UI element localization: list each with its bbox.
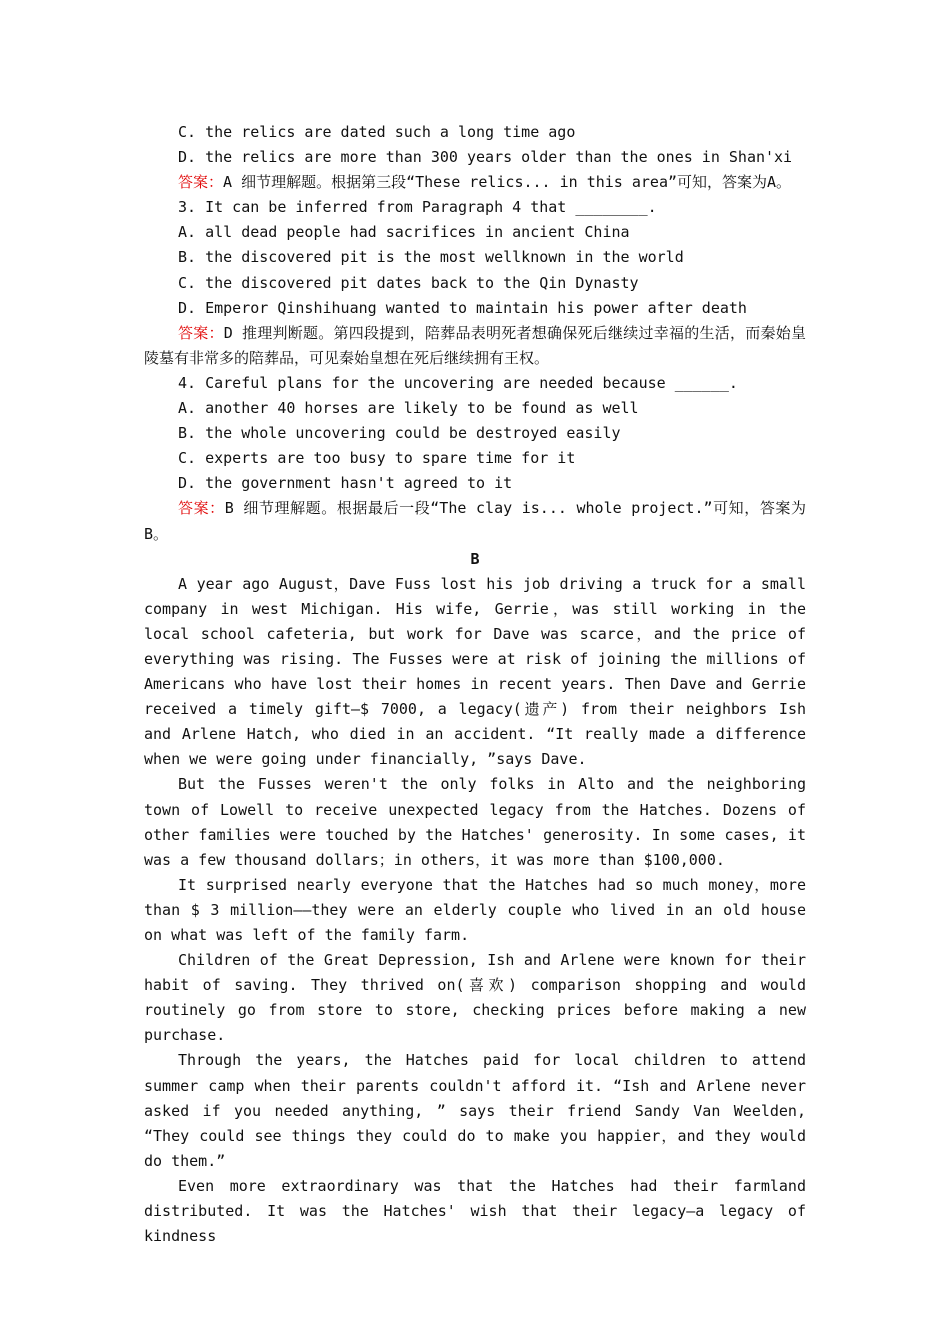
answer-explanation: D 推理判断题。第四段提到，陪葬品表明死者想确保死后继续过幸福的生活，而秦始皇陵墓有非常多的陪葬品，可见秦始皇想在死后继续拥有王权。	[144, 323, 806, 367]
passage-paragraph: A year ago August，Dave Fuss lost his job driving a truck for a small company in west Michigan. His wife, Gerrie，was still working in the local school cafeteria, but work for Dave was scarce，and the price of everything was rising. The Fusses were at risk of joining the millions of Americans who have lost their homes in recent years. Then Dave and Gerrie received a timely gift—$ 7000, a legacy(遗产) from their neighbors Ish and Arlene Hatch, who died in an accident. “It really made a difference when we were going under financially, ”says Dave.	[144, 574, 806, 769]
q3-option-c: C. the discovered pit dates back to the Qin Dynasty	[178, 273, 639, 292]
passage-paragraph: Children of the Great Depression, Ish and Arlene were known for their habit of saving. They thrived on(喜欢) comparison shopping and would routinely go from store to store, checking prices before making a new purchase.	[144, 951, 806, 1045]
q4-stem: 4. Careful plans for the uncovering are needed because ______.	[178, 373, 738, 392]
q4-option-d: D. the government hasn't agreed to it	[178, 474, 513, 493]
q3-option-b: B. the discovered pit is the most wellknown in the world	[178, 248, 684, 267]
q4-answer	[144, 496, 806, 546]
answer-label: 答案：	[178, 173, 224, 192]
q3-answer	[144, 321, 806, 371]
q4-option-a: A. another 40 horses are likely to be found as well	[178, 399, 639, 418]
answer-explanation: A 细节理解题。根据第三段“These relics... in this area”可知，答案为A。	[223, 173, 792, 192]
answer-label: 答案：	[178, 499, 225, 518]
section-heading: B	[470, 549, 480, 568]
q2-answer	[144, 170, 806, 195]
answer-explanation: B 细节理解题。根据最后一段“The clay is... whole project.”可知，答案为B。	[144, 499, 806, 543]
document-page	[144, 120, 806, 1249]
passage-paragraph: It surprised nearly everyone that the Hatches had so much money，more than $ 3 million——they were an elderly couple who lived in an old house on what was left of the family farm.	[144, 875, 806, 944]
q4-option-b: B. the whole uncovering could be destroyed easily	[178, 424, 621, 443]
q4-option-c: C. experts are too busy to spare time for it	[178, 449, 576, 468]
q2-option-d: D. the relics are more than 300 years older than the ones in Shan'xi	[178, 148, 793, 167]
q3-stem: 3. It can be inferred from Paragraph 4 that ________.	[178, 198, 657, 217]
answer-label: 答案：	[178, 323, 224, 342]
q2-option-c: C. the relics are dated such a long time ago	[178, 123, 576, 141]
passage-paragraph: But the Fusses weren't the only folks in Alto and the neighboring town of Lowell to receive unexpected legacy from the Hatches. Dozens of other families were touched by the Hatches' generosity. In some cases, it was a few thousand dollars；in others，it was more than $100,000.	[144, 775, 806, 869]
q3-option-d: D. Emperor Qinshihuang wanted to maintain his power after death	[178, 298, 747, 317]
passage-paragraph: Through the years, the Hatches paid for local children to attend summer camp when their parents couldn't afford it. “Ish and Arlene never asked if you needed anything, ” says their friend Sandy Van Weelden, “They could see things they could do to make you happier，and they would do them.”	[144, 1051, 806, 1170]
q3-option-a: A. all dead people had sacrifices in ancient China	[178, 223, 630, 242]
passage-paragraph: Even more extraordinary was that the Hatches had their farmland distributed. It was the Hatches' wish that their legacy—a legacy of kindness	[144, 1176, 806, 1246]
